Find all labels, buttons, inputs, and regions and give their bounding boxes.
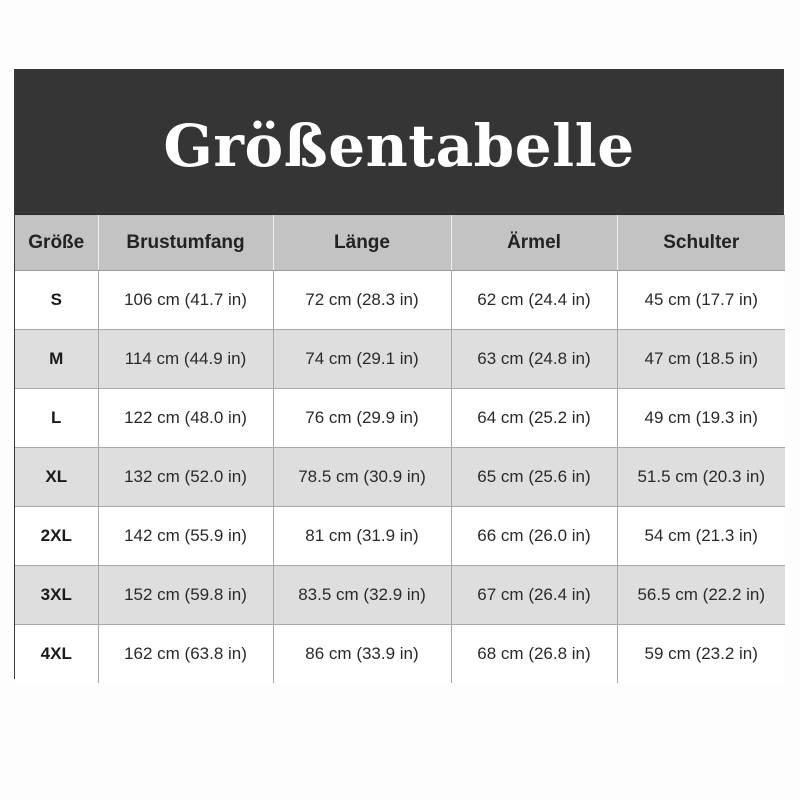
sleeve-cell: 66 cm (26.0 in) bbox=[451, 507, 617, 566]
size-chart bbox=[14, 69, 784, 679]
sleeve-cell: 62 cm (24.4 in) bbox=[451, 271, 617, 330]
table-body bbox=[15, 271, 785, 684]
length-cell: 76 cm (29.9 in) bbox=[273, 389, 451, 448]
shoulder-cell: 54 cm (21.3 in) bbox=[617, 507, 785, 566]
sleeve-cell: 65 cm (25.6 in) bbox=[451, 448, 617, 507]
chart-title: Größentabelle bbox=[163, 112, 635, 180]
length-cell: 78.5 cm (30.9 in) bbox=[273, 448, 451, 507]
table-row bbox=[15, 507, 785, 566]
table-row bbox=[15, 448, 785, 507]
chest-cell: 142 cm (55.9 in) bbox=[98, 507, 273, 566]
header-size: Größe bbox=[15, 215, 98, 271]
shoulder-cell: 45 cm (17.7 in) bbox=[617, 271, 785, 330]
header-sleeve: Ärmel bbox=[451, 215, 617, 271]
size-cell: 2XL bbox=[15, 507, 98, 566]
shoulder-cell: 51.5 cm (20.3 in) bbox=[617, 448, 785, 507]
size-table bbox=[15, 215, 785, 683]
length-cell: 83.5 cm (32.9 in) bbox=[273, 566, 451, 625]
table-row bbox=[15, 566, 785, 625]
sleeve-cell: 67 cm (26.4 in) bbox=[451, 566, 617, 625]
chest-cell: 106 cm (41.7 in) bbox=[98, 271, 273, 330]
length-cell: 81 cm (31.9 in) bbox=[273, 507, 451, 566]
table-row bbox=[15, 330, 785, 389]
sleeve-cell: 68 cm (26.8 in) bbox=[451, 625, 617, 684]
length-cell: 72 cm (28.3 in) bbox=[273, 271, 451, 330]
size-cell: 4XL bbox=[15, 625, 98, 684]
header-shoulder: Schulter bbox=[617, 215, 785, 271]
sleeve-cell: 63 cm (24.8 in) bbox=[451, 330, 617, 389]
header-length: Länge bbox=[273, 215, 451, 271]
title-bar bbox=[15, 70, 783, 215]
chest-cell: 162 cm (63.8 in) bbox=[98, 625, 273, 684]
size-cell: M bbox=[15, 330, 98, 389]
size-cell: 3XL bbox=[15, 566, 98, 625]
header-chest: Brustumfang bbox=[98, 215, 273, 271]
size-cell: L bbox=[15, 389, 98, 448]
chest-cell: 132 cm (52.0 in) bbox=[98, 448, 273, 507]
chest-cell: 122 cm (48.0 in) bbox=[98, 389, 273, 448]
sleeve-cell: 64 cm (25.2 in) bbox=[451, 389, 617, 448]
size-cell: XL bbox=[15, 448, 98, 507]
table-row bbox=[15, 271, 785, 330]
table-row bbox=[15, 389, 785, 448]
table-row bbox=[15, 625, 785, 684]
size-cell: S bbox=[15, 271, 98, 330]
length-cell: 74 cm (29.1 in) bbox=[273, 330, 451, 389]
chest-cell: 114 cm (44.9 in) bbox=[98, 330, 273, 389]
chest-cell: 152 cm (59.8 in) bbox=[98, 566, 273, 625]
shoulder-cell: 59 cm (23.2 in) bbox=[617, 625, 785, 684]
header-row bbox=[15, 215, 785, 271]
shoulder-cell: 56.5 cm (22.2 in) bbox=[617, 566, 785, 625]
length-cell: 86 cm (33.9 in) bbox=[273, 625, 451, 684]
shoulder-cell: 47 cm (18.5 in) bbox=[617, 330, 785, 389]
shoulder-cell: 49 cm (19.3 in) bbox=[617, 389, 785, 448]
